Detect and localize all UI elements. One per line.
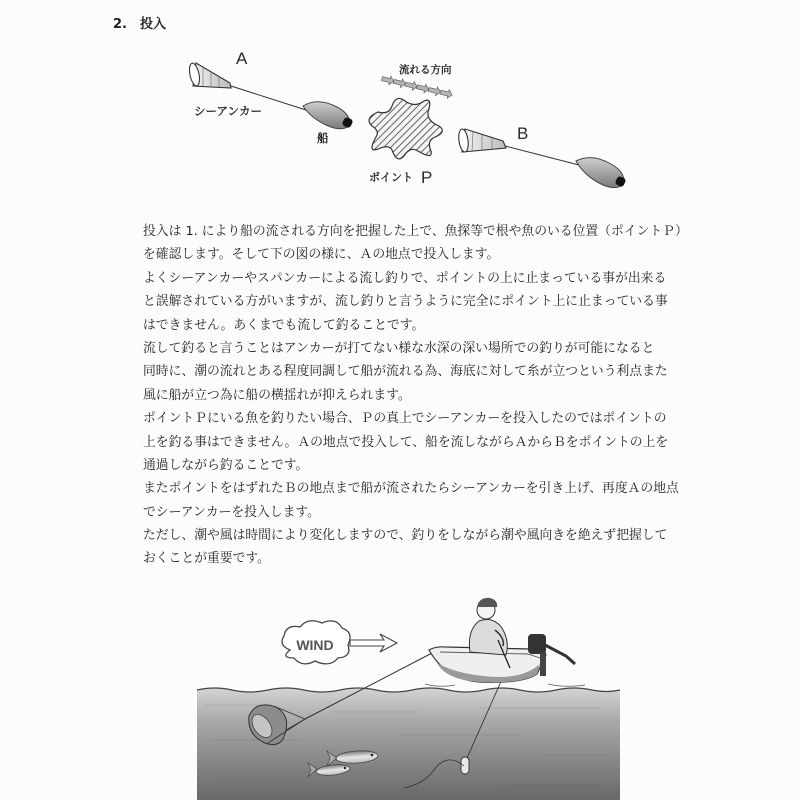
outboard-motor-shaft [540, 652, 546, 676]
boat-b [576, 158, 626, 188]
boat-wake [425, 684, 585, 686]
sea-water [197, 688, 620, 800]
text-line: を確認します。そして下の図の様に、Ａの地点で投入します。 [143, 247, 500, 263]
text-line: 流して釣ると言うことはアンカーが打てない様な水深の深い場所での釣りが可能になると [143, 340, 655, 356]
sinker [461, 757, 469, 774]
fishing-point-reef [369, 98, 442, 158]
flow-arrow-icon [439, 88, 453, 99]
flow-arrow-icon [416, 82, 430, 93]
label-flow-direction: 流れる方向 [399, 64, 452, 76]
text-line: ポイントＰにいる魚を釣りたい場合、Ｐの真上でシーアンカーを投入したのではポイントの [143, 411, 667, 427]
flow-direction-arrows [381, 74, 453, 99]
label-boat: 船 [317, 131, 329, 145]
flow-arrow-icon [393, 77, 407, 88]
paragraph [143, 524, 753, 571]
label-point-a: A [236, 49, 248, 68]
text-line: 通過しながら釣ることです。 [143, 457, 309, 473]
text-line: 風に船が立つ為に船の横揺れが抑えられます。 [143, 387, 411, 403]
label-point-letter: P [421, 168, 433, 187]
outboard-motor-head [528, 634, 546, 654]
flow-arrow-icon [381, 74, 395, 85]
wind-arrow-icon [350, 634, 397, 652]
sea-anchor-b [457, 128, 506, 152]
boat-a [303, 102, 353, 129]
drift-fishing-illustration [0, 580, 800, 800]
flow-arrow-icon [404, 80, 418, 91]
wind-label: WIND [296, 637, 334, 653]
outboard-motor-tiller [545, 645, 575, 664]
paragraph [143, 267, 753, 337]
flow-arrow-icon [428, 85, 442, 96]
label-sea-anchor: シーアンカー [194, 104, 262, 118]
paragraph [143, 477, 753, 524]
text-line: またポイントをはずれたＢの地点まで船が流されたらシーアンカーを引き上げ、再度Ａの地点 [143, 481, 679, 497]
body-text [143, 220, 753, 571]
anchor-rope-b [505, 146, 579, 165]
section-number: 2. [113, 17, 127, 32]
sea-anchor-b-cone [462, 129, 506, 152]
drift-diagram [0, 0, 800, 210]
text-line: でシーアンカーを投入します。 [143, 504, 320, 520]
text-line: 投入は 1. により船の流される方向を把握した上で、魚探等で根や魚のいる位置（ポイントＰ） [143, 224, 688, 239]
sea-anchor-a [188, 62, 231, 88]
paragraph [143, 407, 753, 477]
fisherman-cap [477, 598, 497, 607]
paragraph [143, 220, 753, 267]
text-line: 上を釣る事はできません。Ａの地点で投入して、船を流しながらＡからＢをポイントの上を [143, 434, 669, 450]
text-line: はできません。あくまでも流して釣ることです。 [143, 317, 425, 333]
text-line: よくシーアンカーやスパンカーによる流し釣りで、ポイントの上に止まっている事が出来る [143, 270, 667, 286]
text-line: ただし、潮や風は時間により変化しますので、釣りをしながら潮や風向きを絶えず把握して [143, 528, 668, 544]
fish-2-eye [371, 754, 374, 757]
label-point-b: B [517, 124, 529, 143]
text-line: 同時に、潮の流れとある程度同調して船が流れる為、海底に対して糸が立つという利点また [143, 364, 668, 380]
paragraph [143, 337, 753, 407]
fish-1-eye [344, 767, 346, 769]
text-line: と誤解されている方がいますが、流し釣りと言うように完全にポイント上に止まっている事 [143, 294, 668, 310]
boat-a-hull [303, 102, 350, 129]
label-point: ポイント [369, 171, 413, 184]
text-line: おくことが重要です。 [143, 551, 270, 567]
section-title: 投入 [140, 17, 167, 32]
